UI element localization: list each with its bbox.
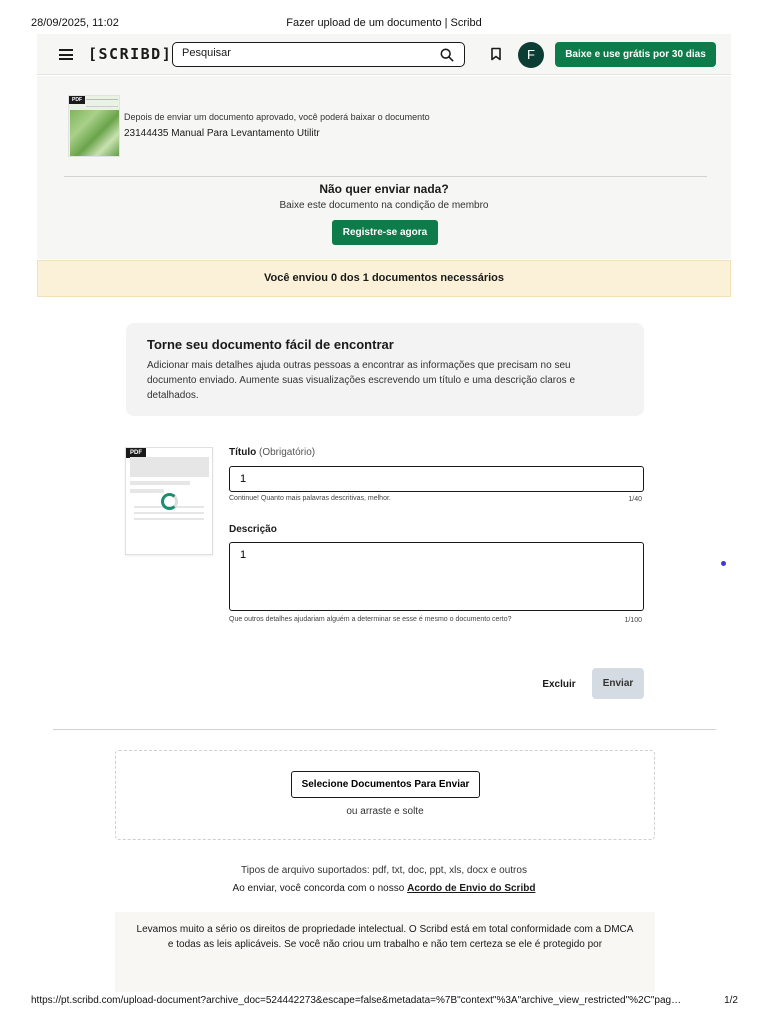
scribd-logo[interactable]: [SCRIBD] xyxy=(88,45,173,63)
document-thumbnail[interactable] xyxy=(68,95,120,157)
description-hint: Que outros detalhes ajudariam alguém a determinar se esse é mesmo o documento certo? xyxy=(229,616,512,623)
top-navigation-bar xyxy=(37,34,731,75)
title-label: Título (Obrigatório) xyxy=(229,447,316,458)
drag-drop-text: ou arraste e solte xyxy=(346,806,424,817)
description-label: Descrição xyxy=(229,524,277,535)
search-box xyxy=(172,42,465,67)
upload-progress-banner: Você enviou 0 dos 1 documentos necessários xyxy=(37,260,731,297)
print-page-number: 1/2 xyxy=(724,995,738,1006)
print-page-title: Fazer upload de um documento | Scribd xyxy=(286,17,482,29)
loading-spinner-icon xyxy=(161,493,178,510)
pdf-badge: PDF xyxy=(126,448,146,458)
document-thumbnail-image xyxy=(70,110,120,156)
info-card xyxy=(126,323,644,416)
bookmark-icon[interactable] xyxy=(490,47,502,61)
pdf-badge: PDF xyxy=(69,96,85,104)
menu-icon[interactable] xyxy=(59,49,73,60)
info-text: Adicionar mais detalhes ajuda outras pessoas a encontrar as informações que precisam no seu documento enviado. Aumente suas visualizações escrevendo um título e uma descrição claros e detalhados. xyxy=(147,360,576,401)
document-name: 23144435 Manual Para Levantamento Utilitr xyxy=(124,128,320,139)
register-button[interactable]: Registre-se agora xyxy=(332,220,438,245)
document-preview xyxy=(125,447,213,555)
agreement-text: Ao enviar, você concorda com o nosso Acordo de Envio do Scribd xyxy=(232,883,536,894)
free-trial-button[interactable]: Baixe e use grátis por 30 dias xyxy=(555,42,716,67)
select-documents-button[interactable]: Selecione Documentos Para Enviar xyxy=(291,771,480,798)
scribd-upload-page xyxy=(37,34,731,992)
indicator-dot xyxy=(721,561,726,566)
search-input[interactable] xyxy=(182,47,432,59)
user-avatar[interactable]: F xyxy=(518,42,544,68)
divider xyxy=(53,729,716,730)
upload-agreement-link[interactable]: Acordo de Envio do Scribd xyxy=(407,883,536,894)
print-date: 28/09/2025, 11:02 xyxy=(31,17,119,29)
divider xyxy=(64,176,707,177)
delete-button[interactable]: Excluir xyxy=(534,673,584,695)
no-send-title: Não quer enviar nada? xyxy=(319,182,449,196)
upload-dropzone[interactable] xyxy=(115,750,655,840)
legal-notice xyxy=(115,912,655,992)
legal-text: Levamos muito a sério os direitos de propriedade intelectual. O Scribd está em total conformidade com a DMCA e todas as leis aplicáveis. Se você não criou um trabalho e não tem certeza se ele é protegido por xyxy=(136,924,634,950)
search-icon[interactable] xyxy=(440,48,454,62)
title-hint: Continue! Quanto mais palavras descritivas, melhor. xyxy=(229,495,391,502)
description-char-count: 1/100 xyxy=(624,617,642,624)
description-input[interactable] xyxy=(229,542,644,611)
download-note: Depois de enviar um documento aprovado, você poderá baixar o documento xyxy=(124,112,430,122)
submit-button[interactable]: Enviar xyxy=(592,668,644,699)
member-text: Baixe este documento na condição de membro xyxy=(279,200,489,211)
download-section xyxy=(37,76,731,259)
print-url: https://pt.scribd.com/upload-document?archive_doc=524442273&escape=false&metadata=%7B"context"%3A"archive_view_restricted"%2C"pag… xyxy=(31,995,682,1006)
title-input[interactable] xyxy=(229,466,644,492)
print-header xyxy=(0,17,768,31)
supported-types-text: Tipos de arquivo suportados: pdf, txt, doc, ppt, xls, docx e outros xyxy=(241,865,527,876)
title-char-count: 1/40 xyxy=(628,496,642,503)
info-title: Torne seu documento fácil de encontrar xyxy=(147,337,394,352)
